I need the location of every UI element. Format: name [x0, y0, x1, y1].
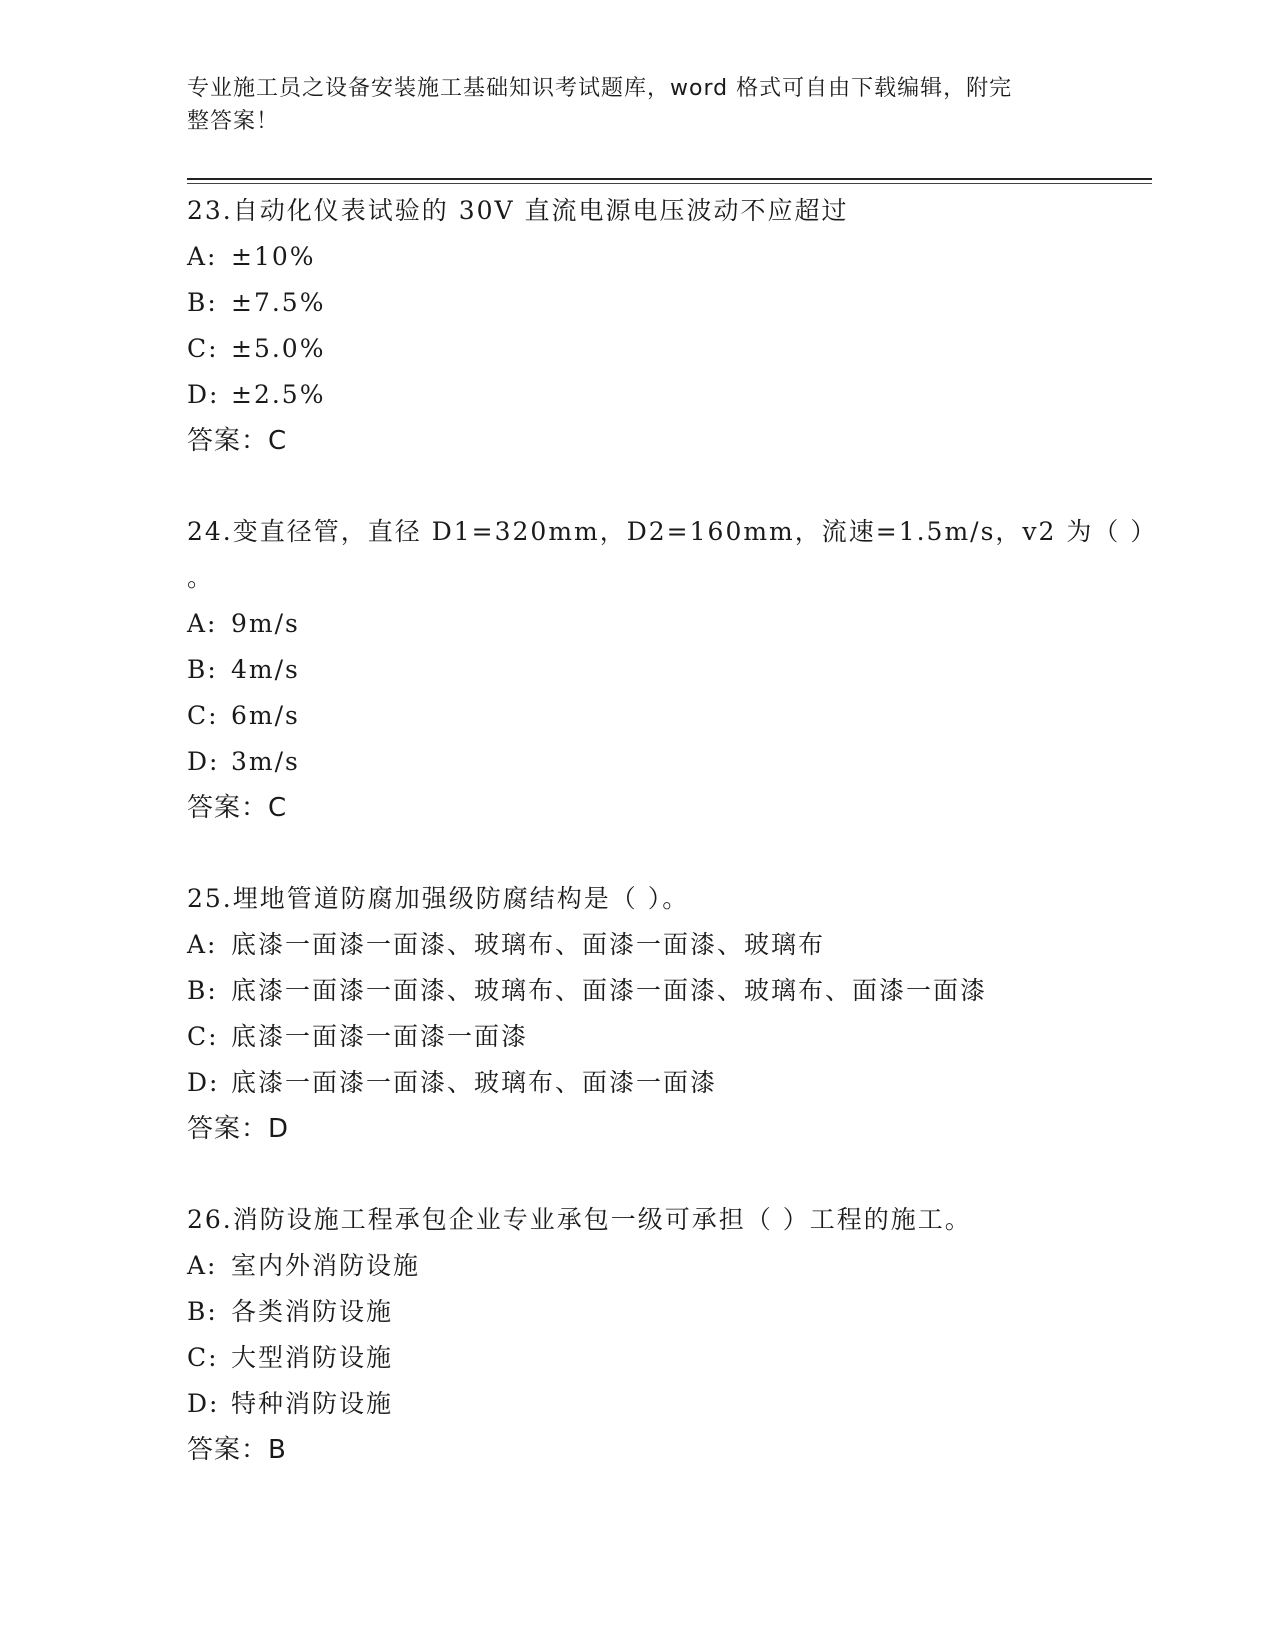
option-d: [187, 372, 1147, 418]
question-stem: 26.消防设施工程承包企业专业承包一级可承担（ ）工程的施工。: [187, 1205, 972, 1234]
answer-line: 答案：C: [187, 426, 288, 456]
option-a: [187, 601, 1147, 647]
header-line-1: 专业施工员之设备安装施工基础知识考试题库，word 格式可自由下载编辑，附完: [187, 76, 1013, 101]
question-23: [187, 188, 1147, 464]
question-stem-continuation: 。: [187, 563, 213, 592]
option-label: C:: [187, 701, 219, 730]
header-divider-thick: [187, 178, 1152, 180]
option-text: 9m/s: [231, 609, 300, 638]
option-c: [187, 693, 1147, 739]
option-label: D:: [187, 1068, 220, 1097]
option-b: [187, 647, 1147, 693]
answer-line: 答案：B: [187, 1435, 287, 1465]
option-text: 3m/s: [231, 747, 300, 776]
option-text: ±7.5%: [231, 288, 326, 317]
question-stem: 24.变直径管，直径 D1=320mm，D2=160mm，流速=1.5m/s，v2 为（ ）: [187, 517, 1158, 546]
option-b: [187, 968, 1147, 1014]
option-text: ±2.5%: [231, 380, 326, 409]
option-text: 各类消防设施: [231, 1297, 394, 1326]
option-c: [187, 1335, 1147, 1381]
option-text: ±10%: [231, 242, 316, 271]
option-text: 4m/s: [231, 655, 300, 684]
option-b: [187, 280, 1147, 326]
option-text: 6m/s: [231, 701, 300, 730]
option-a: [187, 234, 1147, 280]
option-label: A:: [187, 242, 218, 271]
option-text: 底漆一面漆一面漆、玻璃布、面漆一面漆: [231, 1068, 718, 1097]
option-label: C:: [187, 1022, 219, 1051]
option-c: [187, 1014, 1147, 1060]
option-label: B:: [187, 976, 218, 1005]
option-text: 大型消防设施: [231, 1343, 394, 1372]
question-26: [187, 1197, 1147, 1473]
answer-line: 答案：D: [187, 1114, 290, 1144]
option-text: 室内外消防设施: [231, 1251, 421, 1280]
option-d: [187, 739, 1147, 785]
option-text: 底漆一面漆一面漆、玻璃布、面漆一面漆、玻璃布、面漆一面漆: [231, 976, 988, 1005]
answer-line: 答案：C: [187, 793, 288, 823]
option-text: 底漆一面漆一面漆、玻璃布、面漆一面漆、玻璃布: [231, 930, 826, 959]
option-text: 特种消防设施: [231, 1389, 394, 1418]
option-a: [187, 1243, 1147, 1289]
option-text: ±5.0%: [231, 334, 326, 363]
option-label: C:: [187, 334, 219, 363]
option-d: [187, 1060, 1147, 1106]
option-text: 底漆一面漆一面漆一面漆: [231, 1022, 529, 1051]
option-label: D:: [187, 380, 220, 409]
question-stem: 25.埋地管道防腐加强级防腐结构是（ ）。: [187, 884, 690, 913]
document-header: [187, 72, 1067, 138]
option-label: B:: [187, 288, 218, 317]
option-b: [187, 1289, 1147, 1335]
option-label: D:: [187, 747, 220, 776]
option-label: C:: [187, 1343, 219, 1372]
option-c: [187, 326, 1147, 372]
header-line-2: 整答案！: [187, 109, 280, 134]
option-d: [187, 1381, 1147, 1427]
option-label: A:: [187, 609, 218, 638]
option-label: A:: [187, 1251, 218, 1280]
question-stem: 23.自动化仪表试验的 30V 直流电源电压波动不应超过: [187, 196, 849, 225]
question-24: [187, 509, 1158, 831]
option-label: A:: [187, 930, 218, 959]
option-label: D:: [187, 1389, 220, 1418]
option-a: [187, 922, 1147, 968]
question-25: [187, 876, 1147, 1152]
option-label: B:: [187, 1297, 218, 1326]
header-divider-thin: [187, 183, 1152, 184]
question-list: [187, 188, 1158, 1518]
option-label: B:: [187, 655, 218, 684]
